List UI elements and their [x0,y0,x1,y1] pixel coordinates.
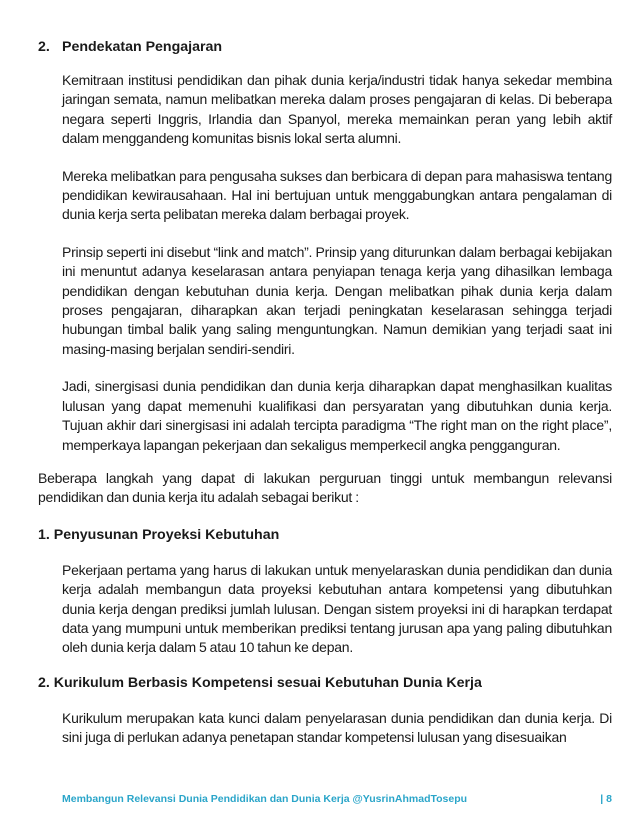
page-number: | 8 [600,793,612,805]
step-2-paragraph: Kurikulum merupakan kata kunci dalam penyelarasan dunia pendidikan dan dunia kerja. Di sini juga di perlukan adanya penetapan standar kompetensi lulusan yang disesuaikan [62,709,612,746]
step-1-paragraph: Pekerjaan pertama yang harus di lakukan untuk menyelaraskan dunia pendidikan dan dunia kerja adalah membangun data proyeksi kebutuhan antara kompetensi yang dibutuhkan dunia kerja dengan prediksi jumlah lulusan. Dengan sistem proyeksi ini di harapkan terdapat data yang mumpuni untuk memberikan prediksi tentang jurusan apa yang paling dibutuhkan oleh dunia kerja dalam 5 atau 10 tahun ke depan. [62,561,612,656]
step-1-heading: 1. Penyusunan Proyeksi Kebutuhan [38,526,280,543]
section-2-number: 2. [38,39,50,55]
intro-paragraph: Beberapa langkah yang dapat di lakukan perguruan tinggi untuk membangun relevansi pendidikan dan dunia kerja itu adalah sebagai berikut : [38,469,612,506]
section-2-paragraph-1: Kemitraan institusi pendidikan dan pihak dunia kerja/industri tidak hanya sekedar membina jaringan semata, namun melibatkan mereka dalam proses pengajaran di kelas. Di beberapa negara seperti Inggris, Irlandia dan Spanyol, mereka memainkan peran yang lebih aktif dalam menggandeng komunitas bisnis lokal serta alumni. [62,72,612,147]
page-footer [62,793,612,805]
section-2-paragraph-4: Jadi, sinergisasi dunia pendidikan dan dunia kerja diharapkan dapat menghasilkan kualitas lulusan yang dapat memenuhi kualifikasi dan persyaratan yang dibutuhkan dunia kerja. Tujuan akhir dari sinergisasi ini adalah tercipta paradigma “The right man on the right place”, memperkaya lapangan pekerjaan dan sekaligus memperkecil angka pengganguran. [62,378,612,453]
section-2-paragraph-3: Prinsip seperti ini disebut “link and match”. Prinsip yang diturunkan dalam berbagai kebijakan ini menuntut adanya keselarasan antara penyiapan tenaga kerja yang dihasilkan lembaga pendidikan dengan kebutuhan dunia kerja. Dengan melibatkan pihak dunia kerja dalam proses pengajaran, diharapkan akan terjadi peningkatan keselarasan sehingga terjadi hubungan timbal balik yang saling menguntungkan. Namun demikian yang terjadi saat ini masing-masing berjalan sendiri-sendiri. [62,243,612,357]
page-body [38,38,612,748]
footer-title: Membangun Relevansi Dunia Pendidikan dan Dunia Kerja @YusrinAhmadTosepu [62,793,468,805]
section-2-heading [38,38,612,57]
step-2-heading: 2. Kurikulum Berbasis Kompetensi sesuai Kebutuhan Dunia Kerja [38,674,482,691]
section-2-title: Pendekatan Pengajaran [62,39,223,55]
section-2-paragraph-2: Mereka melibatkan para pengusaha sukses dan berbicara di depan para mahasiswa tentang pendidikan kewirausahaan. Hal ini bertujuan untuk menggabungkan antara pengalaman di dunia kerja serta pelibatan mereka dalam berbagai proyek. [62,167,612,223]
